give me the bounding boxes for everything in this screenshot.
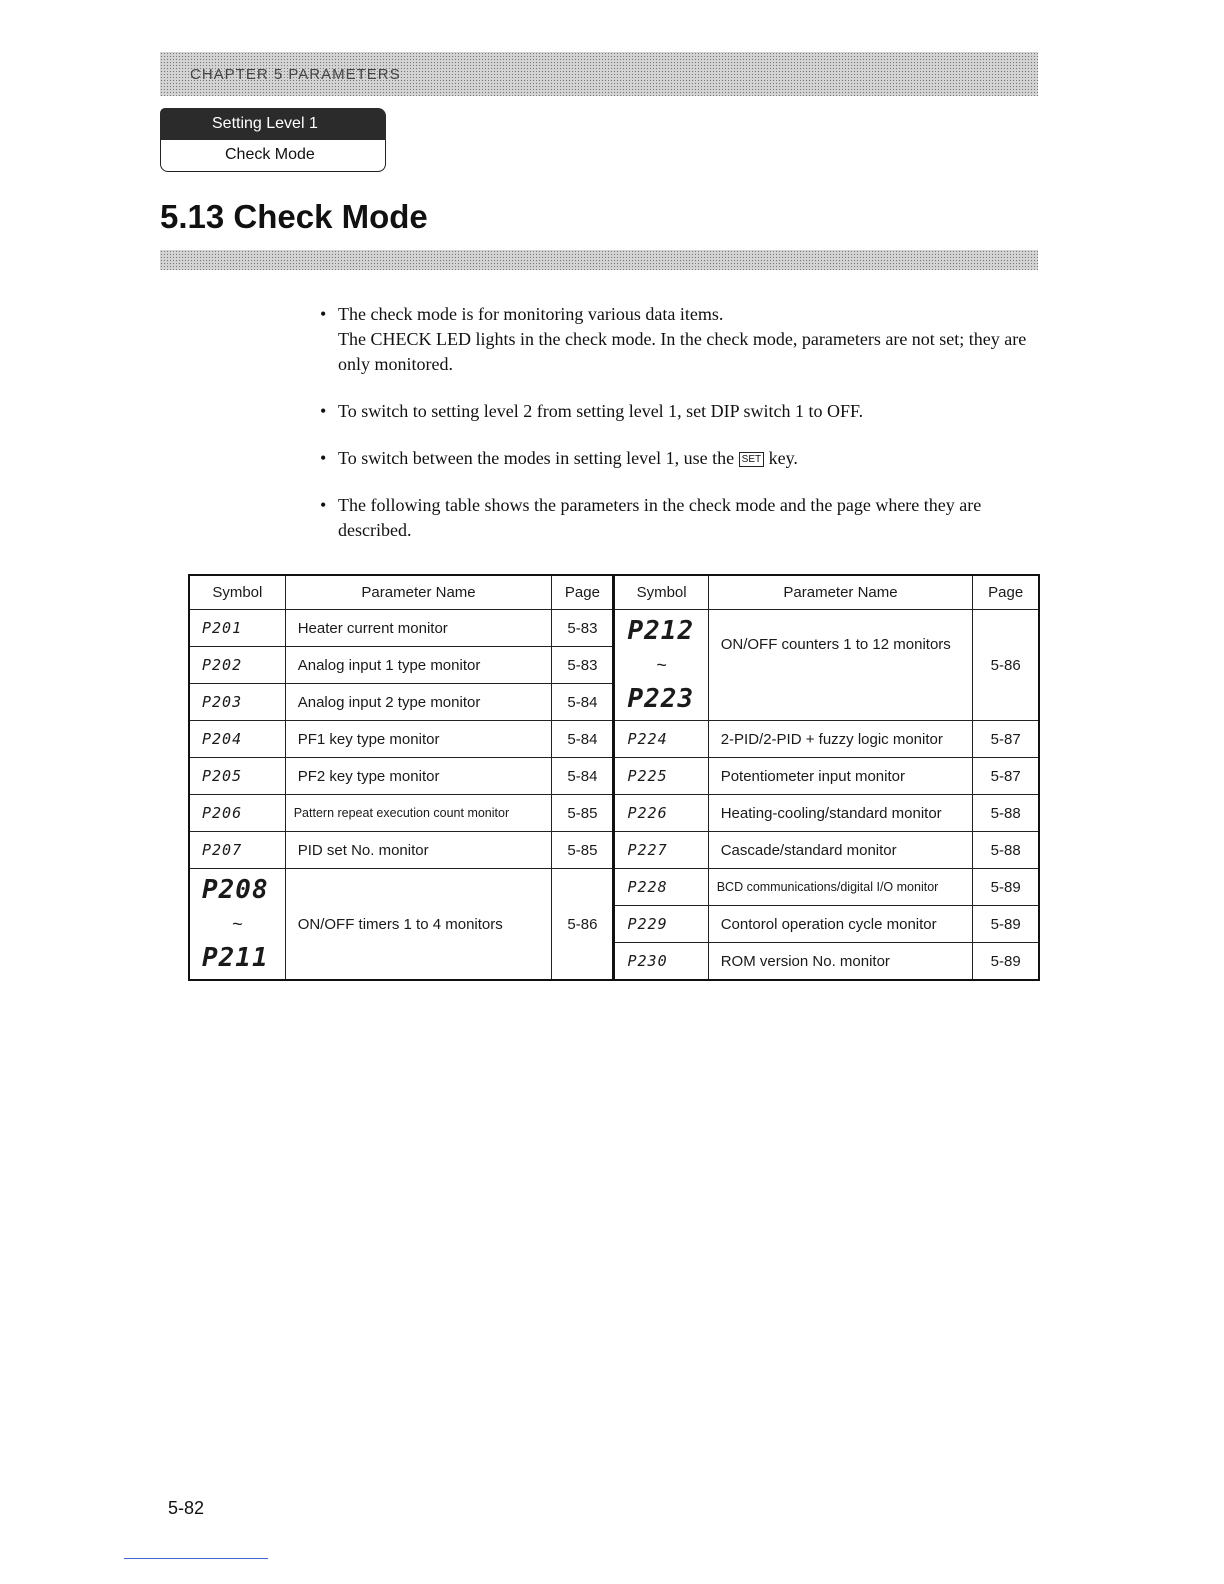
symbol-range-start: P212	[627, 616, 695, 646]
header-parameter-name: Parameter Name	[285, 575, 552, 610]
parameter-table	[188, 574, 1040, 981]
page-cell: 5-83	[552, 610, 614, 647]
page-cell: 5-88	[973, 795, 1039, 832]
table-row	[189, 795, 1039, 832]
symbol-cell: P224	[614, 721, 708, 758]
header-symbol: Symbol	[614, 575, 708, 610]
parameter-name-cell: Analog input 2 type monitor	[285, 684, 552, 721]
set-key-icon: SET	[739, 452, 764, 467]
range-tilde: ~	[232, 914, 243, 934]
bullet-list	[318, 302, 1038, 565]
page-cell: 5-87	[973, 758, 1039, 795]
chapter-label: CHAPTER 5 PARAMETERS	[190, 66, 401, 83]
bullet-dot: •	[320, 448, 327, 468]
page-cell: 5-84	[552, 758, 614, 795]
symbol-cell: P203	[189, 684, 285, 721]
parameter-name-cell: Pattern repeat execution count monitor	[285, 795, 552, 832]
symbol-range-start: P208	[202, 875, 269, 905]
table-row	[189, 758, 1039, 795]
table-row	[189, 721, 1039, 758]
section-tab	[160, 108, 386, 174]
page-cell: 5-88	[973, 832, 1039, 869]
range-tilde: ~	[656, 655, 667, 675]
bullet-item	[318, 446, 1038, 471]
symbol-range-cell	[614, 610, 708, 721]
header-parameter-name: Parameter Name	[708, 575, 973, 610]
bullet-text: The following table shows the parameters in the check mode and the page where they are described.	[338, 495, 982, 540]
parameter-name-cell: PID set No. monitor	[285, 832, 552, 869]
bullet-text: key.	[768, 448, 798, 468]
parameter-name-cell: Potentiometer input monitor	[708, 758, 973, 795]
table-row	[189, 832, 1039, 869]
page-cell: 5-87	[973, 721, 1039, 758]
section-rule	[160, 250, 1038, 270]
parameter-name-cell: Heating-cooling/standard monitor	[708, 795, 973, 832]
section-title: 5.13 Check Mode	[160, 198, 428, 235]
table-header-row	[189, 575, 1039, 610]
symbol-cell: P228	[614, 869, 708, 906]
table-row	[189, 610, 1039, 647]
parameter-name-cell: PF2 key type monitor	[285, 758, 552, 795]
symbol-cell: P226	[614, 795, 708, 832]
bullet-text: The CHECK LED lights in the check mode. In the check mode, parameters are not set; they are only monitored.	[338, 329, 1027, 374]
symbol-cell: P225	[614, 758, 708, 795]
parameter-name-cell: PF1 key type monitor	[285, 721, 552, 758]
page-cell: 5-84	[552, 721, 614, 758]
chapter-header-bar	[160, 52, 1038, 96]
bullet-dot: •	[320, 495, 327, 515]
bullet-dot: •	[320, 401, 327, 421]
symbol-range-cell	[189, 869, 285, 981]
symbol-range-end: P211	[202, 943, 269, 973]
bullet-text: To switch between the modes in setting level 1, use the	[338, 448, 735, 468]
page-cell: 5-85	[552, 795, 614, 832]
page-cell: 5-89	[973, 943, 1039, 981]
symbol-cell: P202	[189, 647, 285, 684]
symbol-cell: P205	[189, 758, 285, 795]
symbol-cell: P230	[614, 943, 708, 981]
header-page: Page	[552, 575, 614, 610]
page-cell: 5-85	[552, 832, 614, 869]
bullet-item	[318, 302, 1038, 377]
bullet-dot: •	[320, 304, 327, 324]
bullet-text: The check mode is for monitoring various data items.	[338, 304, 724, 324]
page-cell: 5-89	[973, 906, 1039, 943]
symbol-cell: P227	[614, 832, 708, 869]
header-symbol: Symbol	[189, 575, 285, 610]
parameter-name-cell: BCD communications/digital I/O monitor	[708, 869, 973, 906]
bullet-text: To switch to setting level 2 from setting level 1, set DIP switch 1 to OFF.	[338, 401, 864, 421]
page-cell: 5-83	[552, 647, 614, 684]
tab-subtitle: Check Mode	[160, 140, 386, 172]
page-cell: 5-86	[552, 869, 614, 981]
parameter-name-cell: Heater current monitor	[285, 610, 552, 647]
parameter-name-cell: ROM version No. monitor	[708, 943, 973, 981]
parameter-name-cell: 2-PID/2-PID + fuzzy logic monitor	[708, 721, 973, 758]
bullet-item	[318, 493, 1038, 543]
table-row	[189, 869, 1039, 906]
parameter-name-cell: ON/OFF counters 1 to 12 monitors	[708, 610, 973, 721]
tab-title: Setting Level 1	[160, 108, 386, 140]
parameter-name-cell: ON/OFF timers 1 to 4 monitors	[285, 869, 552, 981]
parameter-name-cell: Analog input 1 type monitor	[285, 647, 552, 684]
page-cell: 5-86	[973, 610, 1039, 721]
page-cell: 5-84	[552, 684, 614, 721]
symbol-cell: P207	[189, 832, 285, 869]
footer-rule	[124, 1558, 268, 1559]
symbol-cell: P204	[189, 721, 285, 758]
page-number: 5-82	[168, 1498, 205, 1518]
symbol-cell: P229	[614, 906, 708, 943]
bullet-item	[318, 399, 1038, 424]
parameter-name-cell: Contorol operation cycle monitor	[708, 906, 973, 943]
page-cell: 5-89	[973, 869, 1039, 906]
header-page: Page	[973, 575, 1039, 610]
symbol-range-end: P223	[627, 684, 695, 714]
parameter-name-cell: Cascade/standard monitor	[708, 832, 973, 869]
symbol-cell: P201	[189, 610, 285, 647]
symbol-cell: P206	[189, 795, 285, 832]
